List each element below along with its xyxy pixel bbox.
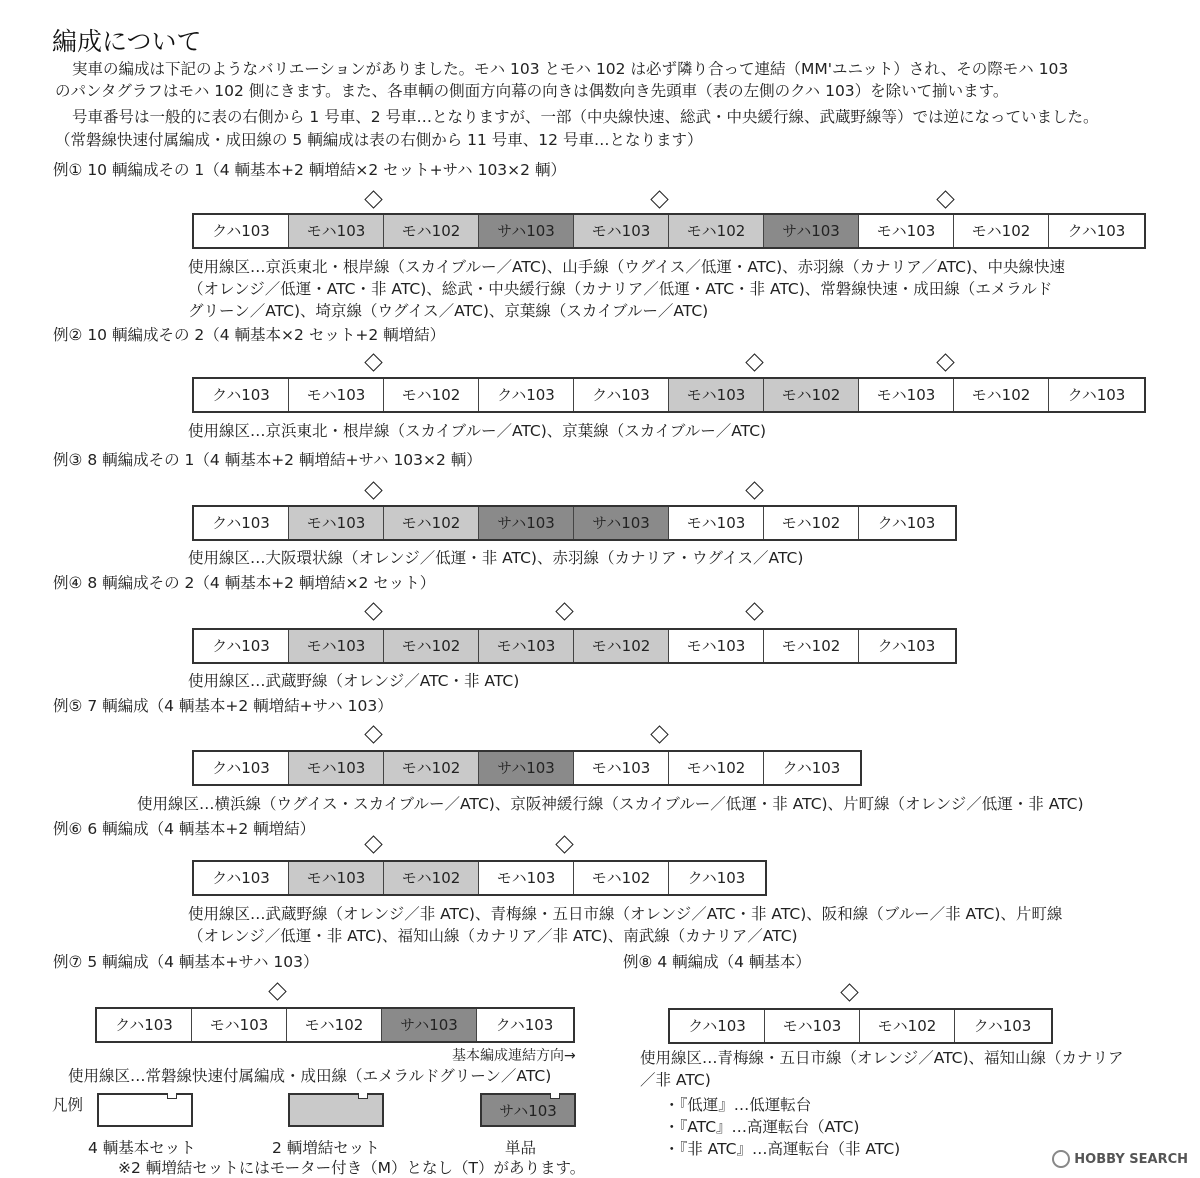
car-label: クハ103 bbox=[1067, 386, 1126, 404]
train-car bbox=[765, 1010, 860, 1042]
pantograph-icon bbox=[745, 481, 763, 499]
line-row: 使用線区…京浜東北・根岸線（スカイブルー／ATC)、山手線（ウグイス／低運・ATC)、赤羽線（カナリア／ATC)、中央線快速 bbox=[188, 258, 1066, 276]
example-3-heading: 例③ 8 輌編成その 1（4 輌基本+2 輌増結+サハ 103×2 輌） bbox=[53, 451, 482, 469]
car-label: モハ103 bbox=[306, 514, 366, 532]
train-car bbox=[479, 379, 574, 411]
example-8-lines bbox=[640, 1047, 1124, 1091]
train-car bbox=[859, 215, 954, 247]
car-label: モハ102 bbox=[591, 637, 651, 655]
train-car bbox=[859, 630, 954, 662]
line-row: （オレンジ／低運・ATC・非 ATC)、総武・中央緩行線（カナリア／低運・ATC・非 ATC)、常磐線快速・成田線（エメラルド bbox=[188, 280, 1053, 298]
hobby-search-logo bbox=[1052, 1150, 1188, 1168]
line-row: 使用線区…常磐線快速付属編成・成田線（エメラルドグリーン／ATC) bbox=[68, 1067, 552, 1085]
example-4-lines bbox=[188, 670, 519, 692]
legend-label-addon: 2 輌増結セット bbox=[272, 1139, 380, 1157]
legend-note: ※2 輌増結セットにはモーター付き（M）となし（T）があります。 bbox=[118, 1159, 586, 1177]
train-car bbox=[955, 1010, 1050, 1042]
example-1-train bbox=[192, 213, 1146, 249]
train-car bbox=[574, 379, 669, 411]
line-row: 使用線区…京浜東北・根岸線（スカイブルー／ATC)、京葉線（スカイブルー／ATC) bbox=[188, 422, 767, 440]
car-label: モハ102 bbox=[401, 514, 461, 532]
car-label: モハ102 bbox=[781, 514, 841, 532]
train-car bbox=[479, 215, 574, 247]
intro-line-2: のパンタグラフはモハ 102 側にきます。また、各車輌の側面方向幕の向きは偶数向き先頭車（表の左側のクハ 103）を除いて揃います。 bbox=[55, 82, 1009, 100]
car-label: モハ103 bbox=[306, 637, 366, 655]
example-7-train bbox=[95, 1007, 575, 1043]
pantograph-icon bbox=[555, 835, 573, 853]
car-label: クハ103 bbox=[495, 1016, 554, 1034]
pantograph-icon bbox=[364, 602, 382, 620]
example-8-train bbox=[668, 1008, 1053, 1044]
example-1-lines bbox=[188, 256, 1065, 322]
example-8-heading: 例⑧ 4 輌編成（4 輌基本） bbox=[623, 953, 811, 971]
line-row: 使用線区…青梅線・五日市線（オレンジ／ATC)、福知山線（カナリア bbox=[640, 1049, 1124, 1067]
intro-line-1: 実車の編成は下記のようなバリエーションがありました。モハ 103 とモハ 102 は必ず隣り合って連結（MM'ユニット）され、その際モハ 103 bbox=[72, 60, 1069, 78]
car-label: サハ103 bbox=[497, 759, 555, 777]
train-car bbox=[194, 752, 289, 784]
pantograph-icon bbox=[745, 353, 763, 371]
example-5-lines bbox=[137, 793, 1084, 815]
car-label: モハ103 bbox=[591, 222, 651, 240]
example-6-heading: 例⑥ 6 輌編成（4 輌基本+2 輌増結） bbox=[53, 820, 316, 838]
car-label: クハ103 bbox=[973, 1017, 1032, 1035]
car-label: モハ103 bbox=[591, 759, 651, 777]
car-label: モハ102 bbox=[591, 869, 651, 887]
car-label: モハ103 bbox=[496, 869, 556, 887]
example-3-train bbox=[192, 505, 957, 541]
example-1-heading: 例① 10 輌編成その 1（4 輌基本+2 輌増結×2 セット+サハ 103×2 輌） bbox=[53, 161, 566, 179]
car-label: サハ103 bbox=[782, 222, 840, 240]
train-car bbox=[384, 507, 479, 539]
car-label: モハ103 bbox=[686, 514, 746, 532]
train-car bbox=[194, 507, 289, 539]
car-label: モハ103 bbox=[876, 386, 936, 404]
car-label: モハ102 bbox=[971, 222, 1031, 240]
train-car bbox=[574, 630, 669, 662]
car-label: サハ103 bbox=[592, 514, 650, 532]
train-car bbox=[384, 379, 479, 411]
line-row: 使用線区…武蔵野線（オレンジ／ATC・非 ATC) bbox=[188, 672, 520, 690]
train-car bbox=[384, 862, 479, 894]
train-car bbox=[382, 1009, 477, 1041]
line-row: 使用線区…大阪環状線（オレンジ／低運・非 ATC)、赤羽線（カナリア・ウグイス／ATC) bbox=[188, 549, 804, 567]
pantograph-icon bbox=[555, 602, 573, 620]
train-car bbox=[194, 379, 289, 411]
train-car bbox=[859, 379, 954, 411]
car-label: クハ103 bbox=[212, 869, 270, 887]
legend-single-label: サハ103 bbox=[499, 1101, 557, 1120]
train-car bbox=[194, 630, 289, 662]
legend-single-swatch bbox=[480, 1093, 576, 1127]
line-row: 使用線区…武蔵野線（オレンジ／非 ATC)、青梅線・五日市線（オレンジ／ATC・非 ATC)、阪和線（ブルー／非 ATC)、片町線 bbox=[188, 905, 1063, 923]
train-car bbox=[670, 1010, 765, 1042]
abbrev-row: ・『低運』…低運転台 bbox=[664, 1096, 812, 1114]
car-label: サハ103 bbox=[497, 222, 555, 240]
car-label: クハ103 bbox=[592, 386, 650, 404]
train-car bbox=[194, 215, 289, 247]
car-label: クハ103 bbox=[782, 759, 841, 777]
car-label: クハ103 bbox=[688, 1017, 746, 1035]
pantograph-icon bbox=[364, 190, 382, 208]
example-5-heading: 例⑤ 7 輌編成（4 輌基本+2 輌増結+サハ 103） bbox=[53, 697, 393, 715]
abbreviation-list bbox=[664, 1094, 900, 1160]
car-label: クハ103 bbox=[115, 1016, 173, 1034]
car-label: クハ103 bbox=[212, 386, 270, 404]
train-car bbox=[764, 507, 859, 539]
example-2-train bbox=[192, 377, 1146, 413]
example-2-lines bbox=[188, 420, 766, 442]
line-row: （オレンジ／低運・非 ATC)、福知山線（カナリア／非 ATC)、南武線（カナリア／ATC) bbox=[188, 927, 798, 945]
example-7-lines bbox=[68, 1065, 551, 1087]
car-label: クハ103 bbox=[212, 514, 270, 532]
train-car bbox=[384, 752, 479, 784]
train-car bbox=[479, 630, 574, 662]
example-3-lines bbox=[188, 547, 803, 569]
car-label: モハ103 bbox=[496, 637, 556, 655]
car-label: モハ102 bbox=[401, 222, 461, 240]
train-car bbox=[1049, 379, 1144, 411]
train-car bbox=[289, 862, 384, 894]
car-label: モハ102 bbox=[304, 1016, 364, 1034]
car-label: クハ103 bbox=[212, 637, 270, 655]
train-car bbox=[574, 215, 669, 247]
car-label: モハ102 bbox=[401, 386, 461, 404]
legend-heading: 凡例 bbox=[52, 1096, 84, 1114]
pantograph-icon bbox=[364, 725, 382, 743]
car-label: クハ103 bbox=[212, 222, 270, 240]
abbrev-row: ・『非 ATC』…高運転台（非 ATC) bbox=[664, 1140, 901, 1158]
train-car bbox=[97, 1009, 192, 1041]
train-car bbox=[1049, 215, 1144, 247]
pantograph-icon bbox=[745, 602, 763, 620]
legend-label-basic: 4 輌基本セット bbox=[88, 1139, 196, 1157]
train-car bbox=[764, 752, 859, 784]
train-car bbox=[669, 379, 764, 411]
pantograph-icon bbox=[936, 190, 954, 208]
pantograph-icon bbox=[840, 983, 858, 1001]
car-label: クハ103 bbox=[877, 514, 936, 532]
train-car bbox=[192, 1009, 287, 1041]
pantograph-icon bbox=[364, 835, 382, 853]
train-car bbox=[289, 507, 384, 539]
train-car bbox=[954, 379, 1049, 411]
train-car bbox=[954, 215, 1049, 247]
example-4-train bbox=[192, 628, 957, 664]
pantograph-icon bbox=[650, 190, 668, 208]
car-label: モハ103 bbox=[306, 222, 366, 240]
pantograph-icon bbox=[936, 353, 954, 371]
car-label: モハ102 bbox=[971, 386, 1031, 404]
car-label: モハ103 bbox=[306, 386, 366, 404]
example-7-heading: 例⑦ 5 輌編成（4 輌基本+サハ 103） bbox=[53, 953, 319, 971]
train-car bbox=[289, 215, 384, 247]
page-title: 編成について bbox=[52, 27, 202, 56]
car-label: モハ103 bbox=[782, 1017, 842, 1035]
train-car bbox=[477, 1009, 572, 1041]
train-car bbox=[289, 630, 384, 662]
car-label: サハ103 bbox=[400, 1016, 458, 1034]
coupling-direction: 基本編成連結方向→ bbox=[452, 1048, 576, 1064]
car-label: クハ103 bbox=[687, 869, 746, 887]
train-car bbox=[479, 507, 574, 539]
logo-icon bbox=[1052, 1150, 1070, 1168]
car-label: モハ103 bbox=[209, 1016, 269, 1034]
abbrev-row: ・『ATC』…高運転台（ATC) bbox=[664, 1118, 860, 1136]
train-car bbox=[194, 862, 289, 894]
legend-basic-set-swatch bbox=[97, 1093, 193, 1127]
intro-line-4: （常磐線快速付属編成・成田線の 5 輌編成は表の右側から 11 号車、12 号車…となります） bbox=[55, 131, 703, 149]
train-car bbox=[287, 1009, 382, 1041]
example-5-train bbox=[192, 750, 862, 786]
car-label: モハ102 bbox=[686, 222, 746, 240]
car-label: モハ102 bbox=[401, 637, 461, 655]
train-car bbox=[479, 752, 574, 784]
train-car bbox=[669, 862, 764, 894]
train-car bbox=[574, 507, 669, 539]
train-car bbox=[289, 752, 384, 784]
pantograph-icon bbox=[650, 725, 668, 743]
train-car bbox=[669, 507, 764, 539]
legend-addon-set-swatch bbox=[288, 1093, 384, 1127]
line-row: ／非 ATC) bbox=[640, 1071, 711, 1089]
train-car bbox=[764, 215, 859, 247]
train-car bbox=[764, 379, 859, 411]
car-label: クハ103 bbox=[1067, 222, 1126, 240]
car-label: モハ102 bbox=[401, 869, 461, 887]
car-label: モハ103 bbox=[686, 386, 746, 404]
example-2-heading: 例② 10 輌編成その 2（4 輌基本×2 セット+2 輌増結） bbox=[53, 326, 446, 344]
logo-text: HOBBY SEARCH bbox=[1074, 1151, 1188, 1167]
car-label: モハ102 bbox=[401, 759, 461, 777]
train-car bbox=[384, 215, 479, 247]
train-car bbox=[479, 862, 574, 894]
intro-line-3: 号車番号は一般的に表の右側から 1 号車、2 号車…となりますが、一部（中央線快速、総武・中央緩行線、武蔵野線等）では逆になっていました。 bbox=[72, 108, 1099, 126]
train-car bbox=[574, 752, 669, 784]
pantograph-icon bbox=[364, 481, 382, 499]
pantograph-icon bbox=[364, 353, 382, 371]
line-row: 使用線区…横浜線（ウグイス・スカイブルー／ATC)、京阪神緩行線（スカイブルー／低運・非 ATC)、片町線（オレンジ／低運・非 ATC) bbox=[137, 795, 1084, 813]
car-label: モハ102 bbox=[781, 386, 841, 404]
car-label: モハ102 bbox=[877, 1017, 937, 1035]
train-car bbox=[669, 752, 764, 784]
train-car bbox=[574, 862, 669, 894]
pantograph-icon bbox=[268, 982, 286, 1000]
car-label: クハ103 bbox=[212, 759, 270, 777]
car-label: モハ102 bbox=[781, 637, 841, 655]
example-6-train bbox=[192, 860, 767, 896]
train-car bbox=[669, 630, 764, 662]
car-label: モハ103 bbox=[306, 759, 366, 777]
car-label: モハ103 bbox=[686, 637, 746, 655]
car-label: クハ103 bbox=[497, 386, 555, 404]
train-car bbox=[384, 630, 479, 662]
car-label: サハ103 bbox=[497, 514, 555, 532]
train-car bbox=[860, 1010, 955, 1042]
legend-label-single: 単品 bbox=[505, 1139, 537, 1157]
train-car bbox=[764, 630, 859, 662]
train-car bbox=[669, 215, 764, 247]
car-label: クハ103 bbox=[877, 637, 936, 655]
car-label: モハ103 bbox=[876, 222, 936, 240]
car-label: モハ102 bbox=[686, 759, 746, 777]
train-car bbox=[289, 379, 384, 411]
example-6-lines bbox=[188, 903, 1062, 947]
line-row: グリーン／ATC)、埼京線（ウグイス／ATC)、京葉線（スカイブルー／ATC) bbox=[188, 302, 709, 320]
car-label: モハ103 bbox=[306, 869, 366, 887]
train-car bbox=[859, 507, 954, 539]
example-4-heading: 例④ 8 輌編成その 2（4 輌基本+2 輌増結×2 セット） bbox=[53, 574, 436, 592]
